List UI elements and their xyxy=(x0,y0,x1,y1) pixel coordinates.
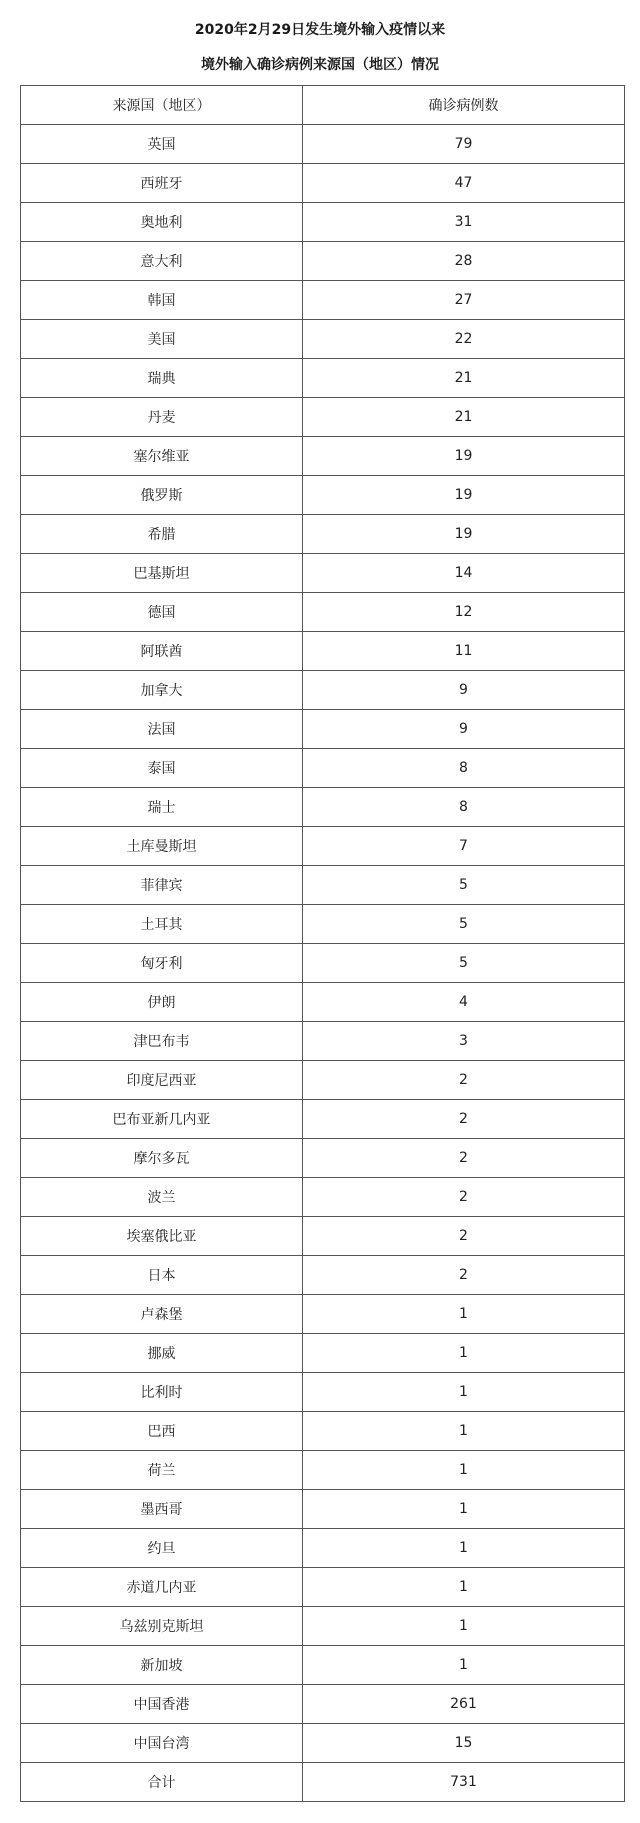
table-row xyxy=(21,1178,625,1217)
cases-cell: 21 xyxy=(303,398,625,437)
cases-cell: 1 xyxy=(303,1529,625,1568)
table-row xyxy=(21,164,625,203)
cases-cell: 5 xyxy=(303,905,625,944)
table-row xyxy=(21,1451,625,1490)
country-cell: 荷兰 xyxy=(21,1451,303,1490)
country-cell: 西班牙 xyxy=(21,164,303,203)
country-cell: 菲律宾 xyxy=(21,866,303,905)
cases-cell: 19 xyxy=(303,515,625,554)
country-cell: 乌兹别克斯坦 xyxy=(21,1607,303,1646)
cases-cell: 261 xyxy=(303,1685,625,1724)
country-cell: 德国 xyxy=(21,593,303,632)
table-row xyxy=(21,905,625,944)
country-cell: 美国 xyxy=(21,320,303,359)
cases-cell: 28 xyxy=(303,242,625,281)
table-row xyxy=(21,1646,625,1685)
table-row xyxy=(21,1412,625,1451)
country-cell: 伊朗 xyxy=(21,983,303,1022)
cases-cell: 5 xyxy=(303,944,625,983)
country-cell: 中国台湾 xyxy=(21,1724,303,1763)
country-cell: 墨西哥 xyxy=(21,1490,303,1529)
table-row xyxy=(21,1256,625,1295)
header-cases: 确诊病例数 xyxy=(303,86,625,125)
table-row xyxy=(21,983,625,1022)
table-row xyxy=(21,710,625,749)
table-row xyxy=(21,632,625,671)
cases-cell: 12 xyxy=(303,593,625,632)
cases-cell: 2 xyxy=(303,1217,625,1256)
country-cell: 丹麦 xyxy=(21,398,303,437)
table-row xyxy=(21,359,625,398)
cases-cell: 9 xyxy=(303,710,625,749)
header-country: 来源国（地区） xyxy=(21,86,303,125)
table-header-row xyxy=(21,86,625,125)
cases-cell: 79 xyxy=(303,125,625,164)
cases-cell: 2 xyxy=(303,1100,625,1139)
cases-table xyxy=(20,85,625,1802)
table-row xyxy=(21,476,625,515)
country-cell: 日本 xyxy=(21,1256,303,1295)
cases-cell: 27 xyxy=(303,281,625,320)
table-row xyxy=(21,125,625,164)
cases-cell: 21 xyxy=(303,359,625,398)
table-row xyxy=(21,437,625,476)
cases-cell: 31 xyxy=(303,203,625,242)
table-row xyxy=(21,671,625,710)
cases-cell: 2 xyxy=(303,1139,625,1178)
cases-cell: 9 xyxy=(303,671,625,710)
country-cell: 卢森堡 xyxy=(21,1295,303,1334)
table-row xyxy=(21,398,625,437)
country-cell: 俄罗斯 xyxy=(21,476,303,515)
country-cell: 约旦 xyxy=(21,1529,303,1568)
cases-cell: 19 xyxy=(303,437,625,476)
table-row xyxy=(21,1295,625,1334)
table-row xyxy=(21,1100,625,1139)
country-cell: 土库曼斯坦 xyxy=(21,827,303,866)
country-cell: 巴基斯坦 xyxy=(21,554,303,593)
table-row xyxy=(21,866,625,905)
title-line-2: 境外输入确诊病例来源国（地区）情况 xyxy=(201,57,439,73)
table-row xyxy=(21,1217,625,1256)
table-row xyxy=(21,281,625,320)
country-cell: 印度尼西亚 xyxy=(21,1061,303,1100)
country-cell: 巴布亚新几内亚 xyxy=(21,1100,303,1139)
table-row xyxy=(21,1490,625,1529)
cases-cell: 15 xyxy=(303,1724,625,1763)
country-cell: 法国 xyxy=(21,710,303,749)
cases-cell: 14 xyxy=(303,554,625,593)
table-row xyxy=(21,788,625,827)
country-cell: 意大利 xyxy=(21,242,303,281)
country-cell: 加拿大 xyxy=(21,671,303,710)
cases-cell: 8 xyxy=(303,788,625,827)
table-row xyxy=(21,827,625,866)
table-row xyxy=(21,554,625,593)
country-cell: 瑞典 xyxy=(21,359,303,398)
cases-cell: 2 xyxy=(303,1256,625,1295)
cases-cell: 1 xyxy=(303,1490,625,1529)
country-cell: 瑞士 xyxy=(21,788,303,827)
table-row xyxy=(21,1373,625,1412)
cases-cell: 47 xyxy=(303,164,625,203)
cases-cell: 5 xyxy=(303,866,625,905)
cases-cell: 8 xyxy=(303,749,625,788)
cases-cell: 1 xyxy=(303,1373,625,1412)
country-cell: 摩尔多瓦 xyxy=(21,1139,303,1178)
table-row xyxy=(21,1022,625,1061)
table-row xyxy=(21,1685,625,1724)
title-line-1: 2020年2月29日发生境外输入疫情以来 xyxy=(194,22,446,38)
cases-cell: 1 xyxy=(303,1568,625,1607)
table-row xyxy=(21,1724,625,1763)
country-cell: 埃塞俄比亚 xyxy=(21,1217,303,1256)
table-row xyxy=(21,593,625,632)
country-cell: 泰国 xyxy=(21,749,303,788)
country-cell: 希腊 xyxy=(21,515,303,554)
cases-cell: 2 xyxy=(303,1178,625,1217)
cases-cell: 3 xyxy=(303,1022,625,1061)
table-row xyxy=(21,1529,625,1568)
country-cell: 新加坡 xyxy=(21,1646,303,1685)
cases-cell: 1 xyxy=(303,1295,625,1334)
table-row xyxy=(21,1139,625,1178)
cases-cell: 1 xyxy=(303,1334,625,1373)
country-cell: 比利时 xyxy=(21,1373,303,1412)
country-cell: 阿联酋 xyxy=(21,632,303,671)
cases-cell: 4 xyxy=(303,983,625,1022)
cases-cell: 731 xyxy=(303,1763,625,1802)
country-cell: 波兰 xyxy=(21,1178,303,1217)
country-cell: 合计 xyxy=(21,1763,303,1802)
cases-cell: 22 xyxy=(303,320,625,359)
country-cell: 中国香港 xyxy=(21,1685,303,1724)
table-row xyxy=(21,242,625,281)
country-cell: 土耳其 xyxy=(21,905,303,944)
country-cell: 塞尔维亚 xyxy=(21,437,303,476)
cases-cell: 2 xyxy=(303,1061,625,1100)
country-cell: 韩国 xyxy=(21,281,303,320)
table-row xyxy=(21,944,625,983)
table-row xyxy=(21,749,625,788)
country-cell: 津巴布韦 xyxy=(21,1022,303,1061)
cases-cell: 11 xyxy=(303,632,625,671)
table-row xyxy=(21,1061,625,1100)
cases-cell: 7 xyxy=(303,827,625,866)
cases-cell: 19 xyxy=(303,476,625,515)
table-row xyxy=(21,1568,625,1607)
table-row xyxy=(21,1334,625,1373)
cases-cell: 1 xyxy=(303,1607,625,1646)
table-row xyxy=(21,1607,625,1646)
table-row xyxy=(21,515,625,554)
table-row xyxy=(21,203,625,242)
cases-cell: 1 xyxy=(303,1451,625,1490)
country-cell: 巴西 xyxy=(21,1412,303,1451)
table-row xyxy=(21,320,625,359)
cases-cell: 1 xyxy=(303,1412,625,1451)
country-cell: 英国 xyxy=(21,125,303,164)
country-cell: 挪威 xyxy=(21,1334,303,1373)
country-cell: 奥地利 xyxy=(21,203,303,242)
cases-cell: 1 xyxy=(303,1646,625,1685)
country-cell: 赤道几内亚 xyxy=(21,1568,303,1607)
country-cell: 匈牙利 xyxy=(21,944,303,983)
table-row xyxy=(21,1763,625,1802)
